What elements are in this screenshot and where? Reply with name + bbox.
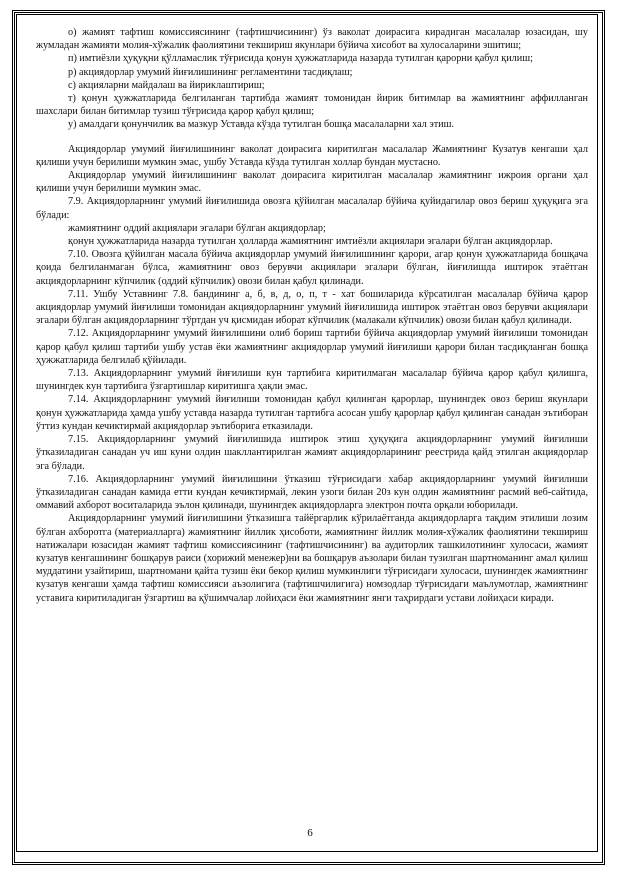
section-7-16: 7.16. Акциядорларнинг умумий йиғилишини ўтказиш тўғрисидаги хабар акциядорларнинг умумий йиғилиши ўтказиладиган санадан камида етти кундан кечиктирмай, лекин узоги билан 20з кун олдин жамиятнинг расмий веб-сайтида, оммавий ахборот воситаларида эълон қилинади, шунингдек акциядорларга электрон почта орқали юборилади. [36,473,588,512]
paragraph: Акциядорларнинг умумий йиғилишини ўтказишга тайёргарлик кўрилаётганда акциядорларга тақдим этилиши лозим бўлган ахборотга (материалларга) жамиятнинг йиллик ҳисоботи, жамиятнинг йиллик молия-хўжалик фаолиятини текшириш натижалари юзасидан жамият тафтиш комиссиясининг (тафтишчисининг) ва аудиторлик ташкилотининг хулосаси, жамият кузатув кенгашининг бошқарув раиси (хорижий менежер)ни ва бошқарув аъзолари билан тузилган шартноманинг амал қилиш муддатини узайтириш, шартномани қайта тузиш ёки бекор қилиш мумкинлиги тўғрисидаги хулосаси, шунингдек жамиятнинг кузатув кенгаши ҳамда тафтиш комиссияси аъзолигига (тафтишчилигига) номзодлар тўғрисидаги маълумотлар, жамиятнинг уставига киритиладиган ўзгартиш ва қўшимчалар лойиҳаси ёки жамиятнинг янги таҳрирдаги устави лойиҳаси киради. [36,513,588,604]
page-number: 6 [307,827,313,839]
section-7-14: 7.14. Акциядорларнинг умумий йиғилиши томонидан қабул қилинган қарорлар, шунингдек овоз бериш якунлари қонун ҳужжатларида ҳамда ушбу уставда назарда тутилган тартибга асосан ушбу қарорлар қабул қилинган санадан эътиборан ўттиз кундан кечиктирмай акциядорлар эътиборига етказилади. [36,394,588,432]
paragraph: Акциядорлар умумий йиғилишининг ваколат доирасига киритилган масалалар Жамиятнинг Кузатув кенгаши ҳал қилиши учун берилиши мумкин эмас, ушбу Уставда кўзда тутилган холлар бундан мустасно. [36,143,588,168]
paragraph: жамиятнинг оддий акциялари эгалари бўлган акциядорлар; [68,222,326,234]
list-item-s: с) акцияларни майдалаш ва йириклаштириш; [68,79,265,91]
section-7-13: 7.13. Акциядорларнинг умумий йиғилиши кун тартибига киритилмаган масалалар бўйича қарор қабул қилишга, шунингдек кун тартибига ўзгартишлар киритишга ҳақли эмас. [36,368,588,393]
list-item-t: т) қонун ҳужжатларида белгиланган тартибда жамият томонидан йирик битимлар ва жамиятнинг аффилланган шахслари билан битимлар тузиш тўғрисида қарор қабул қилиш; [36,93,588,118]
list-item-u: у) амалдаги қонунчилик ва мазкур Уставда кўзда тутилган бошқа масалаларни хал этиш. [68,119,455,131]
paragraph: қонун ҳужжатларида назарда тутилган ҳолларда жамиятнинг имтиёзли акциялари эгалари бўлган акциядорлар. [68,236,553,248]
list-item-p: п) имтиёзли ҳуқуқни қўлламаслик тўғрисида қонун ҳужжатларида назарда тутилган қарорни қабул қилиш; [68,53,533,65]
section-7-9: 7.9. Акциядорларнинг умумий йиғилишида овозга қўйилган масалалар бўйича қуйидагилар овоз бериш ҳуқуқига эга бўлади: [36,196,588,221]
list-item-r: р) акциядорлар умумий йиғилишининг регламентини тасдиқлаш; [68,66,353,78]
section-7-11: 7.11. Ушбу Уставнинг 7.8. бандининг а, б, в, д, о, п, т - хат бошиларида кўрсатилган масалалар бўйича қарор акциядорлар умумий йиғилиши томонидан акциядорларнинг умумий йиғилишида иштирок этаётган овоз берувчи акциялари эгалари бўлган акциядорларнинг тўртдан уч қисмидан иборат кўпчилик (малакали кўпчилик) овози билан қабул қилинади. [36,288,588,327]
list-item-o: о) жамият тафтиш комиссиясининг (тафтишчисининг) ўз ваколат доирасига кирадиган масалалар юзасидан, шу жумладан жамияти молия-хўжалик фаолиятини текшириш якунлари бўйича хисобот ва хулосаларини эшитиш; [36,27,588,52]
section-7-12: 7.12. Акциядорларнинг умумий йиғилишини олиб бориш тартиби бўйича акциядорлар умумий йиғилиши томонидан қарор қабул қилиш тартиби ушбу устав ёки жамиятнинг акциядорлар умумий йиғилиши қарори билан тасдиқланган бошқа ҳужжатларида белгилаб қўйилади. [36,328,588,366]
section-7-15: 7.15. Акциядорларнинг умумий йиғилишида иштирок этиш ҳуқуқига акциядорларнинг умумий йиғилиши ўтказиладиган санадан уч иш куни олдин шакллантирилган жамият акциядорларининг реестрида қайд этилган акциядорлар эга бўлади. [36,434,588,472]
section-7-10: 7.10. Овозга қўйилган масала бўйича акциядорлар умумий йиғилишининг қарори, агар қонун ҳужжатларида бошқача қоида белгиланмаган бўлса, жамиятнинг овоз берувчи акциялари эгалари бўлган, йиғилишда иштирок этаётган акциядорларнинг кўпчилик (оддий кўпчилик) овози билан қабул қилинади. [36,249,588,287]
document-body [36,26,588,605]
paragraph: Акциядорлар умумий йиғилишининг ваколат доирасига киритилган масалалар жамиятнинг ижроия органи ҳал қилиши учун берилиши мумкин эмас. [36,170,588,195]
